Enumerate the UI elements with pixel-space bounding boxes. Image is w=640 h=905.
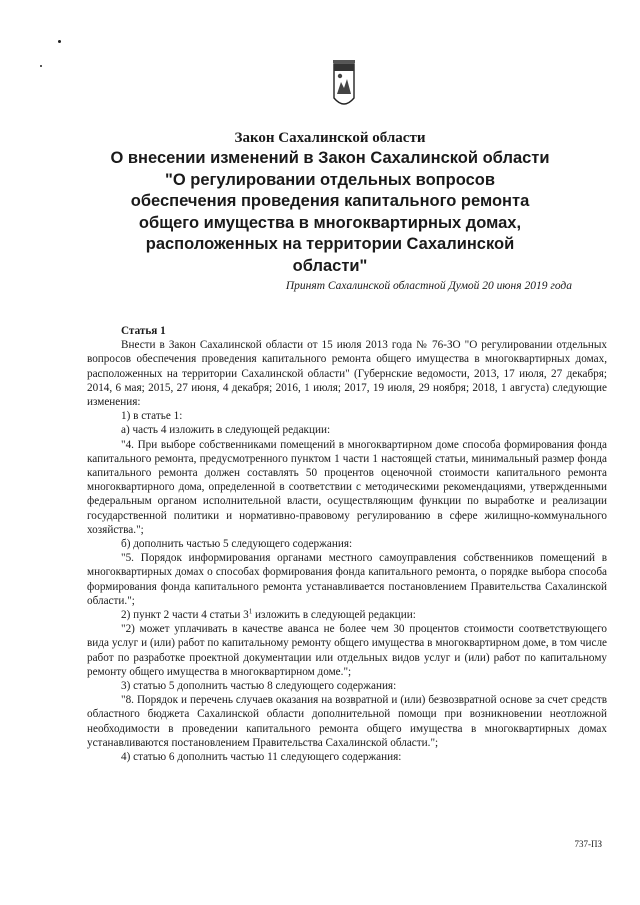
paragraph: "8. Порядок и перечень случаев оказания на возвратной и (или) безвозвратной основе за счет средств областного бюджета Сахалинской области дополнительной помощи при возникновении неотложной необходимости в проведении капитального ремонта общего имущества в многоквартирных домах устанавливаются постановлением Правительства Сахалинской области."; <box>87 694 607 749</box>
article-heading: Статья 1 <box>121 325 166 337</box>
law-title: Закон Сахалинской области <box>234 130 426 146</box>
superscript: 1 <box>248 607 253 616</box>
law-subtitle: О внесении изменений в Закон Сахалинской области "О регулировании отдельных вопросов обеспечения проведения капитального ремонта общего имущества в многоквартирных домах, расположенных на территории Сахалинской области" <box>110 149 550 275</box>
paragraph: 4) статью 6 дополнить частью 11 следующего содержания: <box>121 751 402 764</box>
paragraph: "2) может уплачивать в качестве аванса не более чем 30 процентов стоимости соответствующего вида услуг и (или) работ по капитальному ремонту общего имущества в многоквартирном доме, в том числе работ по разработке проектной документации или отдельных видов услуг и (или) работ по капитальному ремонту общего имущества в многоквартирном доме."; <box>87 623 607 678</box>
item2-text: 2) пункт 2 части 4 статьи 3 <box>121 609 249 622</box>
paragraph: а) часть 4 изложить в следующей редакции: <box>121 424 331 437</box>
page-code: 737-ПЗ <box>574 839 602 849</box>
paragraph: Внести в Закон Сахалинской области от 15 июля 2013 года № 76-ЗО "О регулировании отдельных вопросов обеспечения проведения капитального ремонта общего имущества в многоквартирных домах, расположенных на территории Сахалинской области" (Губернские ведомости, 2013, 17 июля, 27 декабря; 2014, 6 мая; 2015, 27 июня, 4 декабря; 2016, 1 июля; 2017, 19 июля, 29 ноября; 2018, 1 августа) следующие изменения: <box>87 339 607 409</box>
coat-of-arms-icon <box>331 60 357 112</box>
paragraph: 3) статью 5 дополнить частью 8 следующего содержания: <box>121 680 397 693</box>
paragraph-item2 <box>87 608 607 622</box>
adoption-note: Принят Сахалинской областной Думой 20 июня 2019 года <box>285 280 572 292</box>
paragraph: 1) в статье 1: <box>121 410 183 423</box>
document-header <box>110 128 550 277</box>
paragraph: "4. При выборе собственниками помещений в многоквартирном доме способа формирования фонда капитального ремонта, предусмотренного пунктом 1 части 1 настоящей статьи, минимальный размер фонда капитального ремонта должен составлять 50 процентов оценочной стоимости капитального ремонта многоквартирного дома, определенной в соответствии с методическими рекомендациями, утвержденными федеральным органом исполнительной власти, осуществляющим функции по выработке и реализации государственной политики и нормативно-правовому регулированию в сфере жилищно-коммунального хозяйства."; <box>87 438 607 536</box>
paragraph: б) дополнить частью 5 следующего содержания: <box>121 538 353 551</box>
document-body <box>87 324 607 764</box>
item2-text-end: изложить в следующей редакции: <box>252 609 416 622</box>
scan-speck <box>58 40 61 43</box>
scan-speck <box>40 65 42 67</box>
paragraph: "5. Порядок информирования органами местного самоуправления собственников помещений в многоквартирных домах о способах формирования фонда капитального ремонта, о порядке выбора способа формирования фонда капитального ремонта устанавливается постановлением Правительства Сахалинской области."; <box>87 552 607 607</box>
